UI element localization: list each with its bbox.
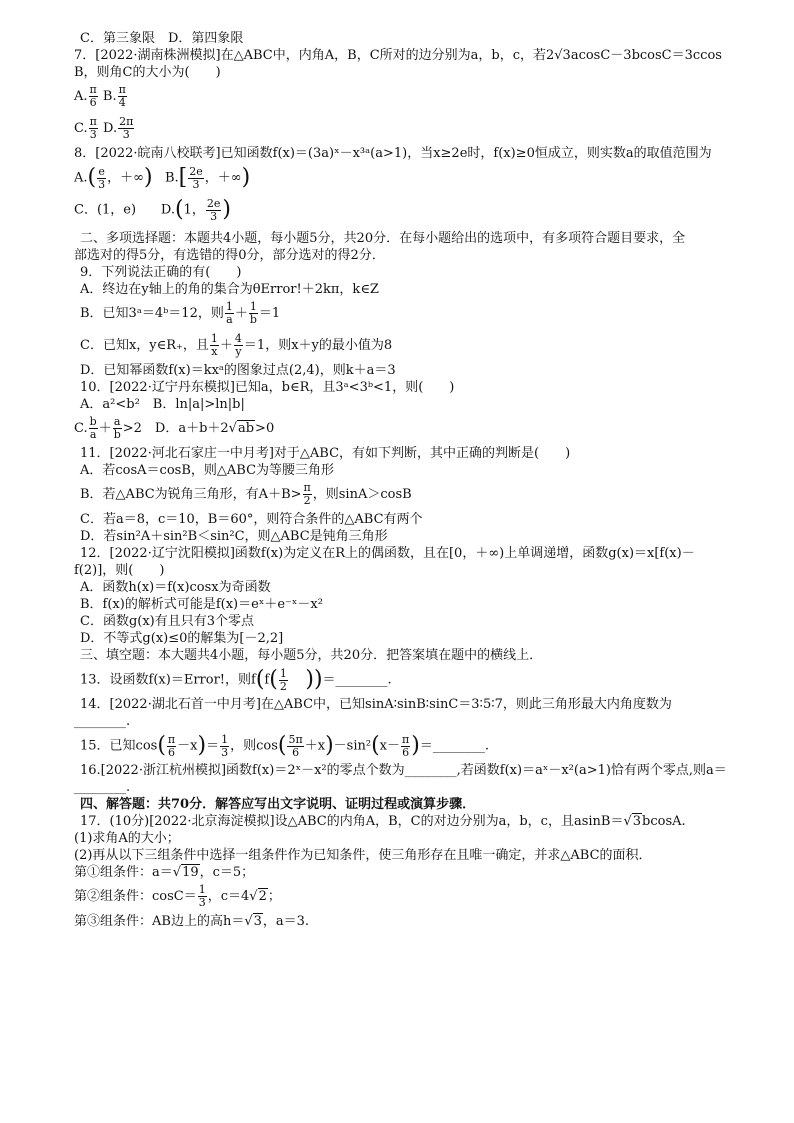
q17-condition-2: 第②组条件：cosC＝ $\frac{1}{3}$ ，c＝4√2； bbox=[74, 883, 281, 909]
q9-option-c: C．已知x，y∈R₊，且 $\frac{1}{x}$ ＋ $\frac{4}{y}$ ＝1，则x＋y的最小值为8 bbox=[80, 332, 393, 358]
q12-stem-line2: f(2)]，则( ) bbox=[74, 563, 165, 578]
fraction: $\frac{\pi}{6}$ bbox=[402, 732, 410, 759]
section4-heading: 四、解答题：共70分．解答应写出文字说明、证明过程或演算步骤． bbox=[80, 797, 476, 812]
q12-stem-line1: 12．[2022·辽宁沈阳模拟]函数f(x)为定义在R上的偶函数，且在[0，＋∞)上单调递增，函数g(x)＝x[f(x)－ bbox=[80, 546, 695, 561]
q9-stem: 9．下列说法正确的有( ) bbox=[80, 265, 242, 280]
fraction: $\frac{b}{a}$ bbox=[89, 415, 97, 441]
q7-stem-line2: B，则角C的大小为( ) bbox=[74, 65, 221, 80]
fraction: $\frac{1}{b}$ bbox=[249, 300, 257, 326]
q14-line1: 14．[2022·湖北石首一中月考]在△ABC中，已知sinA∶sinB∶sinC＝3∶5∶7，则此三角形最大内角度数为 bbox=[80, 697, 672, 712]
q14-line2: ________. bbox=[74, 714, 131, 729]
q11-option-a: A．若cosA＝cosB，则△ABC为等腰三角形 bbox=[80, 463, 335, 478]
q10-stem: 10．[2022·辽宁丹东模拟]已知a，b∈R，且3ᵃ<3ᵇ<1，则( ) bbox=[80, 380, 455, 395]
q12-option-a: A．函数h(x)＝f(x)cosx为奇函数 bbox=[80, 580, 271, 595]
fraction: $\frac{1}{3}$ bbox=[198, 883, 206, 909]
q8-options-cd: C．(1，e) D.(1， $\frac{2e}{3}$ ) bbox=[74, 196, 231, 223]
q11-option-c: C．若a＝8，c＝10，B＝60°，则符合条件的△ABC有两个 bbox=[80, 512, 423, 527]
fraction: $\frac{\pi}{6}$ bbox=[89, 83, 97, 109]
q13: 13．设函数f(x)＝Error!，则f(f( $\frac{1}{2}$ ))＝________. bbox=[80, 666, 392, 693]
q7-options-ab: A. $\frac{\pi}{6}$ B. $\frac{\pi}{4}$ bbox=[74, 83, 126, 109]
q8-options-ab: A.( $\frac{e}{3}$ ，＋∞) B.[ $\frac{2e}{3}$ ，＋∞) bbox=[74, 164, 251, 191]
q6-options-cd: C．第三象限 D．第四象限 bbox=[80, 31, 244, 46]
exam-page bbox=[74, 30, 754, 930]
fraction: $\frac{\pi}{4}$ bbox=[118, 83, 126, 109]
q11-option-d: D．若sin²A＋sin²B＜sin²C，则△ABC是钝角三角形 bbox=[80, 529, 388, 544]
fraction: $\frac{\pi}{2}$ bbox=[303, 481, 311, 507]
fraction: $\frac{a}{b}$ bbox=[113, 415, 121, 441]
section2-heading-line2: 部选对的得5分，有选错的得0分，部分选对的得2分． bbox=[74, 248, 385, 263]
q8-stem: 8．[2022·皖南八校联考]已知函数f(x)＝(3a)ˣ－x³ᵃ(a>1)，当x≥2e时，f(x)≥0恒成立，则实数a的取值范围为 bbox=[74, 146, 712, 161]
section3-heading: 三、填空题：本大题共4小题，每小题5分，共20分．把答案填在题中的横线上． bbox=[80, 648, 543, 663]
q17-part1: (1)求角A的大小； bbox=[74, 831, 180, 846]
fraction: $\frac{1}{2}$ bbox=[279, 666, 287, 693]
q16-line1: 16.[2022·浙江杭州模拟]函数f(x)＝2ˣ－x²的零点个数为________,若函数f(x)＝aˣ－x²(a>1)恰有两个零点,则a＝ bbox=[80, 763, 727, 778]
q12-option-b: B．f(x)的解析式可能是f(x)＝eˣ＋e⁻ˣ－x² bbox=[80, 597, 323, 612]
fraction: $\frac{1}{x}$ bbox=[210, 332, 218, 358]
fraction: $\frac{\pi}{6}$ bbox=[167, 732, 176, 759]
q9-option-d: D．已知幂函数f(x)＝kxᵃ的图象过点(2,4)，则k＋a＝3 bbox=[80, 363, 396, 378]
q9-option-b: B．已知3ᵃ＝4ᵇ＝12，则 $\frac{1}{a}$ ＋ $\frac{1}{b}$ ＝1 bbox=[80, 300, 281, 326]
q15: 15．已知cos( $\frac{\pi}{6}$ －x)＝ $\frac{1}{3}$ ，则cos( $\frac{5\pi}{6}$ ＋x)－sin²(x－ $\frac{\pi}{6}$ )＝________. bbox=[80, 732, 489, 759]
q17-part2: (2)再从以下三组条件中选择一组条件作为已知条件，使三角形存在且唯一确定，并求△ABC的面积． bbox=[74, 848, 652, 863]
q7-options-cd: C. $\frac{\pi}{3}$ D. $\frac{2\pi}{3}$ bbox=[74, 115, 134, 141]
q10-options-ab: A．a²<b² B．ln|a|>ln|b| bbox=[80, 397, 245, 412]
q16-line2: ________. bbox=[74, 780, 131, 795]
q17-stem: 17．(10分)[2022·北京海淀模拟]设△ABC的内角A，B，C的对边分别为a，b，c，且asinB＝√3bcosA. bbox=[80, 814, 686, 829]
q10-options-cd: C. $\frac{b}{a}$ ＋ $\frac{a}{b}$ >2 D．a＋b＋2√ab>0 bbox=[74, 415, 275, 441]
q12-option-c: C．函数g(x)有且只有3个零点 bbox=[80, 614, 255, 629]
q17-condition-1: 第①组条件：a＝√19，c＝5； bbox=[74, 865, 255, 880]
q11-option-b: B．若△ABC为锐角三角形，有A＋B> $\frac{\pi}{2}$ ，则sinA＞cosB bbox=[80, 481, 412, 507]
fraction: $\frac{4}{y}$ bbox=[234, 332, 242, 358]
fraction: $\frac{2e}{3}$ bbox=[206, 196, 221, 223]
fraction: $\frac{e}{3}$ bbox=[98, 164, 106, 191]
fraction: $\frac{1}{a}$ bbox=[225, 300, 233, 326]
section2-heading-line1: 二、多项选择题：本题共4小题，每小题5分，共20分．在每小题给出的选项中，有多项符合题目要求，全 bbox=[80, 231, 686, 246]
q9-option-a: A．终边在y轴上的角的集合为θError!＋2kπ，k∈Z bbox=[80, 282, 379, 297]
q12-option-d: D．不等式g(x)≤0的解集为[－2,2] bbox=[80, 631, 284, 646]
q17-condition-3: 第③组条件：AB边上的高h＝√3，a＝3. bbox=[74, 914, 310, 929]
fraction: $\frac{1}{3}$ bbox=[221, 732, 229, 759]
fraction: $\frac{\pi}{3}$ bbox=[89, 115, 97, 141]
q11-stem: 11．[2022·河北石家庄一中月考]对于△ABC，有如下判断，其中正确的判断是( ) bbox=[80, 446, 571, 461]
fraction: $\frac{2e}{3}$ bbox=[189, 164, 203, 191]
fraction: $\frac{2\pi}{3}$ bbox=[119, 115, 134, 141]
fraction: $\frac{5\pi}{6}$ bbox=[288, 732, 303, 759]
q7-stem-line1: 7．[2022·湖南株洲模拟]在△ABC中，内角A，B，C所对的边分别为a，b，c，若2√3acosC－3bcosC＝3ccos bbox=[74, 48, 722, 63]
